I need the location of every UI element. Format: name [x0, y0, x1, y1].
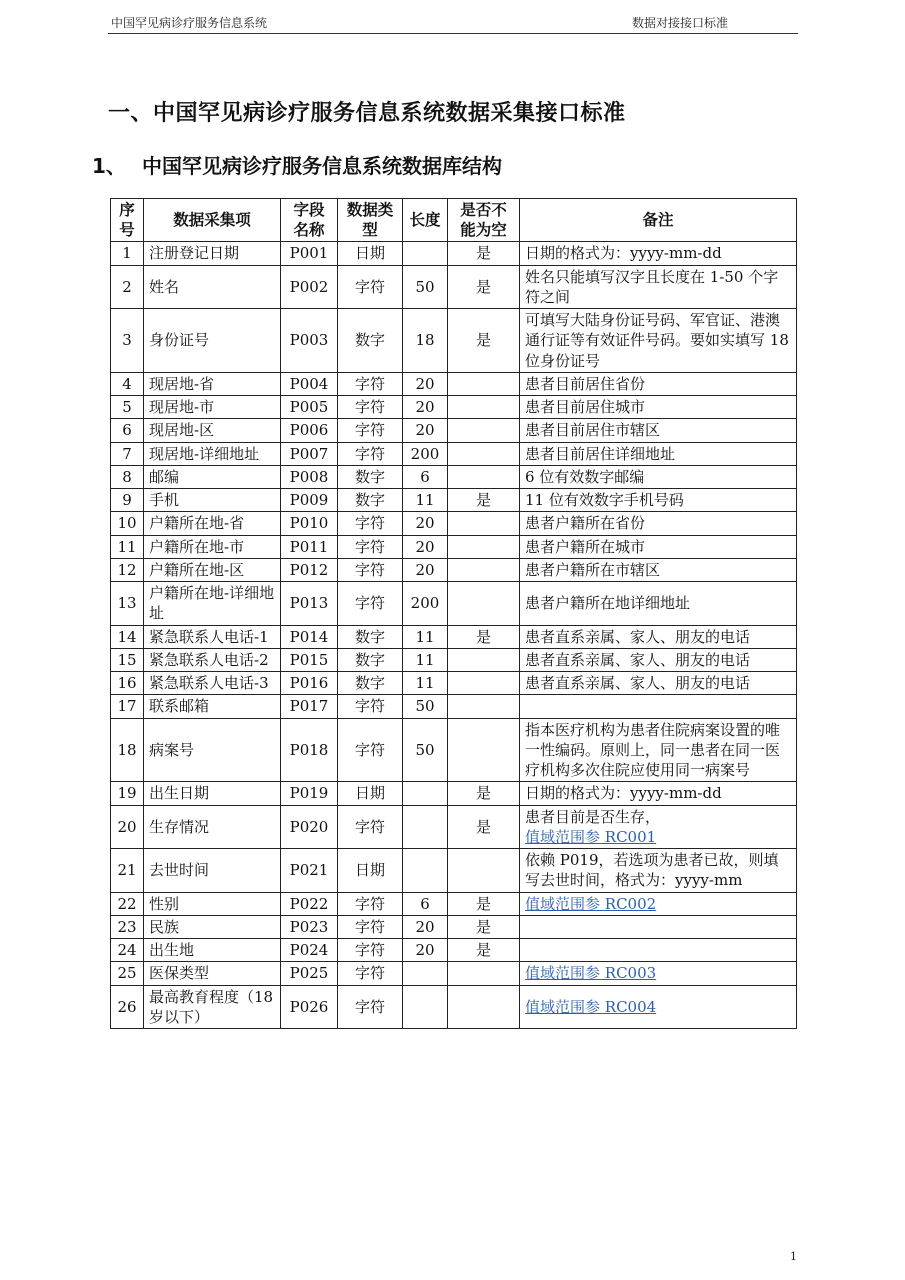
table-row: [111, 805, 797, 849]
table-row: [111, 372, 797, 395]
cell-required: [448, 695, 520, 718]
cell-required: 是: [448, 625, 520, 648]
note-text: 指本医疗机构为患者住院病案设置的唯一性编码。原则上，同一患者在同一医疗机构多次住院应使用同一病案号: [525, 720, 781, 780]
cell-field: P022: [281, 892, 338, 915]
cell-note: [520, 962, 797, 985]
cell-note: [520, 419, 797, 442]
cell-length: 11: [403, 625, 448, 648]
page-number: 1: [790, 1250, 797, 1263]
cell-field: P018: [281, 718, 338, 782]
cell-note: [520, 442, 797, 465]
cell-seq: 15: [111, 648, 144, 671]
cell-item: 姓名: [144, 265, 281, 309]
cell-seq: 9: [111, 489, 144, 512]
note-text: 患者目前居住市辖区: [525, 421, 661, 440]
cell-length: [403, 962, 448, 985]
cell-field: P008: [281, 465, 338, 488]
cell-seq: 20: [111, 805, 144, 849]
cell-item: 紧急联系人电话-1: [144, 625, 281, 648]
cell-type: 数字: [338, 625, 403, 648]
cell-item: 病案号: [144, 718, 281, 782]
cell-required: 是: [448, 805, 520, 849]
cell-length: [403, 985, 448, 1029]
cell-item: 身份证号: [144, 309, 281, 373]
cell-seq: 11: [111, 535, 144, 558]
cell-item: 现居地-详细地址: [144, 442, 281, 465]
cell-seq: 2: [111, 265, 144, 309]
cell-field: P013: [281, 582, 338, 626]
cell-length: 20: [403, 558, 448, 581]
cell-item: 户籍所在地-市: [144, 535, 281, 558]
note-text: 姓名只能填写汉字且长度在 1-50 个字符之间: [525, 267, 779, 306]
table-row: [111, 558, 797, 581]
cell-item: 紧急联系人电话-2: [144, 648, 281, 671]
cell-note: [520, 309, 797, 373]
cell-seq: 25: [111, 962, 144, 985]
section-heading: [92, 150, 502, 179]
cell-length: 20: [403, 396, 448, 419]
header-type: 数据类型: [338, 199, 403, 242]
cell-field: P017: [281, 695, 338, 718]
table-header-row: [111, 199, 797, 242]
cell-item: 手机: [144, 489, 281, 512]
table-row: [111, 535, 797, 558]
cell-note: [520, 625, 797, 648]
header-seq: 序号: [111, 199, 144, 242]
cell-item: 生存情况: [144, 805, 281, 849]
table-row: [111, 442, 797, 465]
cell-field: P016: [281, 672, 338, 695]
cell-note: [520, 939, 797, 962]
cell-required: 是: [448, 265, 520, 309]
cell-required: [448, 962, 520, 985]
cell-seq: 7: [111, 442, 144, 465]
cell-field: P025: [281, 962, 338, 985]
cell-length: 11: [403, 489, 448, 512]
cell-field: P026: [281, 985, 338, 1029]
cell-length: 50: [403, 718, 448, 782]
note-text: 患者目前是否生存，: [525, 807, 661, 826]
cell-field: P007: [281, 442, 338, 465]
cell-length: 6: [403, 892, 448, 915]
note-text: 可填写大陆身份证号码、军官证、港澳通行证等有效证件号码。要如实填写 18 位身份证号: [525, 311, 789, 370]
cell-note: [520, 489, 797, 512]
cell-length: 200: [403, 582, 448, 626]
cell-seq: 13: [111, 582, 144, 626]
cell-type: 数字: [338, 672, 403, 695]
cell-item: 紧急联系人电话-3: [144, 672, 281, 695]
table-row: [111, 718, 797, 782]
cell-item: 最高教育程度（18 岁以下）: [144, 985, 281, 1029]
cell-item: 现居地-省: [144, 372, 281, 395]
cell-note: [520, 695, 797, 718]
cell-type: 字符: [338, 396, 403, 419]
cell-field: P015: [281, 648, 338, 671]
cell-note: [520, 465, 797, 488]
cell-seq: 26: [111, 985, 144, 1029]
cell-length: 50: [403, 695, 448, 718]
cell-type: 字符: [338, 939, 403, 962]
note-text: 11 位有效数字手机号码: [525, 491, 684, 510]
cell-field: P009: [281, 489, 338, 512]
cell-seq: 6: [111, 419, 144, 442]
note-text: 患者直系亲属、家人、朋友的电话: [525, 674, 751, 693]
cell-field: P019: [281, 782, 338, 805]
cell-seq: 12: [111, 558, 144, 581]
cell-seq: 23: [111, 915, 144, 938]
cell-seq: 17: [111, 695, 144, 718]
cell-note: [520, 558, 797, 581]
cell-note: [520, 396, 797, 419]
cell-required: [448, 985, 520, 1029]
cell-item: 现居地-区: [144, 419, 281, 442]
cell-length: 50: [403, 265, 448, 309]
cell-type: 字符: [338, 892, 403, 915]
cell-item: 户籍所在地-详细地址: [144, 582, 281, 626]
note-text: 日期的格式为：yyyy-mm-dd: [525, 244, 722, 263]
page-header-right: 数据对接接口标准: [632, 16, 729, 30]
page-header-left: 中国罕见病诊疗服务信息系统: [111, 16, 268, 30]
cell-length: 11: [403, 648, 448, 671]
table-row: [111, 265, 797, 309]
cell-note: [520, 265, 797, 309]
cell-length: [403, 849, 448, 893]
cell-field: P003: [281, 309, 338, 373]
table-row: [111, 582, 797, 626]
cell-required: 是: [448, 939, 520, 962]
cell-item: 去世时间: [144, 849, 281, 893]
cell-item: 出生地: [144, 939, 281, 962]
cell-field: P006: [281, 419, 338, 442]
cell-note: [520, 535, 797, 558]
cell-length: 20: [403, 535, 448, 558]
cell-required: [448, 535, 520, 558]
cell-length: [403, 242, 448, 265]
cell-type: 数字: [338, 648, 403, 671]
cell-length: 20: [403, 512, 448, 535]
cell-note: [520, 782, 797, 805]
note-text: 患者目前居住省份: [525, 374, 646, 393]
cell-required: [448, 672, 520, 695]
note-text: 患者目前居住城市: [525, 398, 646, 417]
cell-type: 字符: [338, 805, 403, 849]
value-range-link[interactable]: 值域范围参 RC004: [525, 997, 657, 1016]
cell-seq: 24: [111, 939, 144, 962]
note-text: 日期的格式为：yyyy-mm-dd: [525, 784, 722, 803]
header-divider: [108, 33, 798, 34]
cell-seq: 16: [111, 672, 144, 695]
section-number: 1、: [92, 154, 126, 178]
table-row: [111, 915, 797, 938]
cell-note: [520, 582, 797, 626]
cell-item: 医保类型: [144, 962, 281, 985]
cell-required: 是: [448, 309, 520, 373]
note-text: 患者户籍所在地详细地址: [525, 594, 691, 613]
cell-type: 日期: [338, 849, 403, 893]
cell-field: P004: [281, 372, 338, 395]
cell-seq: 19: [111, 782, 144, 805]
cell-length: 20: [403, 419, 448, 442]
cell-item: 民族: [144, 915, 281, 938]
value-range-link[interactable]: 值域范围参 RC001: [525, 827, 657, 846]
cell-seq: 1: [111, 242, 144, 265]
cell-item: 性别: [144, 892, 281, 915]
cell-length: 20: [403, 915, 448, 938]
cell-field: P010: [281, 512, 338, 535]
note-text: 6 位有效数字邮编: [525, 467, 645, 486]
cell-item: 户籍所在地-区: [144, 558, 281, 581]
cell-type: 字符: [338, 962, 403, 985]
cell-length: 20: [403, 372, 448, 395]
value-range-link[interactable]: 值域范围参 RC003: [525, 964, 657, 983]
cell-required: 是: [448, 242, 520, 265]
cell-note: [520, 985, 797, 1029]
table-row: [111, 419, 797, 442]
cell-field: P021: [281, 849, 338, 893]
cell-field: P012: [281, 558, 338, 581]
table-row: [111, 242, 797, 265]
cell-type: 字符: [338, 915, 403, 938]
cell-required: [448, 512, 520, 535]
cell-type: 字符: [338, 558, 403, 581]
cell-seq: 8: [111, 465, 144, 488]
cell-item: 出生日期: [144, 782, 281, 805]
cell-length: 6: [403, 465, 448, 488]
header-required: 是否不能为空: [448, 199, 520, 242]
note-text: 依赖 P019，若选项为患者已故，则填写去世时间，格式为：yyyy-mm: [525, 851, 779, 890]
cell-item: 邮编: [144, 465, 281, 488]
cell-type: 字符: [338, 512, 403, 535]
cell-item: 注册登记日期: [144, 242, 281, 265]
cell-required: [448, 582, 520, 626]
table-row: [111, 648, 797, 671]
cell-type: 字符: [338, 535, 403, 558]
cell-field: P020: [281, 805, 338, 849]
cell-field: P011: [281, 535, 338, 558]
cell-type: 字符: [338, 265, 403, 309]
cell-required: 是: [448, 782, 520, 805]
cell-type: 数字: [338, 489, 403, 512]
note-text: 患者直系亲属、家人、朋友的电话: [525, 650, 751, 669]
cell-field: P002: [281, 265, 338, 309]
cell-required: [448, 442, 520, 465]
cell-note: [520, 512, 797, 535]
header-length: 长度: [403, 199, 448, 242]
cell-note: [520, 372, 797, 395]
cell-item: 联系邮箱: [144, 695, 281, 718]
cell-seq: 21: [111, 849, 144, 893]
note-text: 患者户籍所在市辖区: [525, 560, 661, 579]
note-text: 患者直系亲属、家人、朋友的电话: [525, 627, 751, 646]
cell-seq: 22: [111, 892, 144, 915]
cell-item: 现居地-市: [144, 396, 281, 419]
table-row: [111, 489, 797, 512]
cell-required: [448, 849, 520, 893]
cell-seq: 5: [111, 396, 144, 419]
cell-note: [520, 915, 797, 938]
cell-required: [448, 648, 520, 671]
table-row: [111, 625, 797, 648]
cell-length: 200: [403, 442, 448, 465]
cell-required: [448, 372, 520, 395]
cell-type: 数字: [338, 309, 403, 373]
cell-note: [520, 849, 797, 893]
cell-type: 字符: [338, 985, 403, 1029]
cell-seq: 10: [111, 512, 144, 535]
cell-note: [520, 892, 797, 915]
cell-required: [448, 419, 520, 442]
database-structure-table: [110, 198, 797, 1029]
cell-note: [520, 242, 797, 265]
note-text: 患者目前居住详细地址: [525, 444, 676, 463]
cell-length: [403, 805, 448, 849]
cell-field: P005: [281, 396, 338, 419]
cell-note: [520, 718, 797, 782]
cell-type: 字符: [338, 582, 403, 626]
cell-seq: 14: [111, 625, 144, 648]
note-text: 患者户籍所在城市: [525, 537, 646, 556]
cell-required: [448, 558, 520, 581]
cell-item: 户籍所在地-省: [144, 512, 281, 535]
header-item: 数据采集项: [144, 199, 281, 242]
note-text: 患者户籍所在省份: [525, 514, 646, 533]
cell-required: 是: [448, 892, 520, 915]
cell-seq: 3: [111, 309, 144, 373]
table-row: [111, 892, 797, 915]
cell-note: [520, 648, 797, 671]
header-field: 字段名称: [281, 199, 338, 242]
cell-seq: 4: [111, 372, 144, 395]
table-row: [111, 985, 797, 1029]
table-row: [111, 672, 797, 695]
cell-type: 日期: [338, 782, 403, 805]
cell-length: 20: [403, 939, 448, 962]
table-row: [111, 309, 797, 373]
cell-length: [403, 782, 448, 805]
cell-type: 数字: [338, 465, 403, 488]
cell-type: 字符: [338, 419, 403, 442]
table-row: [111, 849, 797, 893]
cell-required: [448, 465, 520, 488]
cell-field: P014: [281, 625, 338, 648]
header-note: 备注: [520, 199, 797, 242]
cell-required: [448, 396, 520, 419]
cell-length: 11: [403, 672, 448, 695]
cell-required: 是: [448, 915, 520, 938]
cell-type: 字符: [338, 695, 403, 718]
table-row: [111, 512, 797, 535]
section-title: 中国罕见病诊疗服务信息系统数据库结构: [142, 154, 502, 178]
cell-note: [520, 672, 797, 695]
table-row: [111, 695, 797, 718]
document-title: 一、中国罕见病诊疗服务信息系统数据采集接口标准: [108, 101, 626, 126]
cell-type: 字符: [338, 442, 403, 465]
cell-required: 是: [448, 489, 520, 512]
cell-length: 18: [403, 309, 448, 373]
cell-type: 日期: [338, 242, 403, 265]
cell-type: 字符: [338, 372, 403, 395]
cell-seq: 18: [111, 718, 144, 782]
table-row: [111, 782, 797, 805]
table-row: [111, 396, 797, 419]
cell-field: P023: [281, 915, 338, 938]
cell-field: P001: [281, 242, 338, 265]
cell-type: 字符: [338, 718, 403, 782]
cell-note: [520, 805, 797, 849]
table-row: [111, 939, 797, 962]
table-row: [111, 962, 797, 985]
cell-required: [448, 718, 520, 782]
value-range-link[interactable]: 值域范围参 RC002: [525, 894, 657, 913]
table-row: [111, 465, 797, 488]
cell-field: P024: [281, 939, 338, 962]
